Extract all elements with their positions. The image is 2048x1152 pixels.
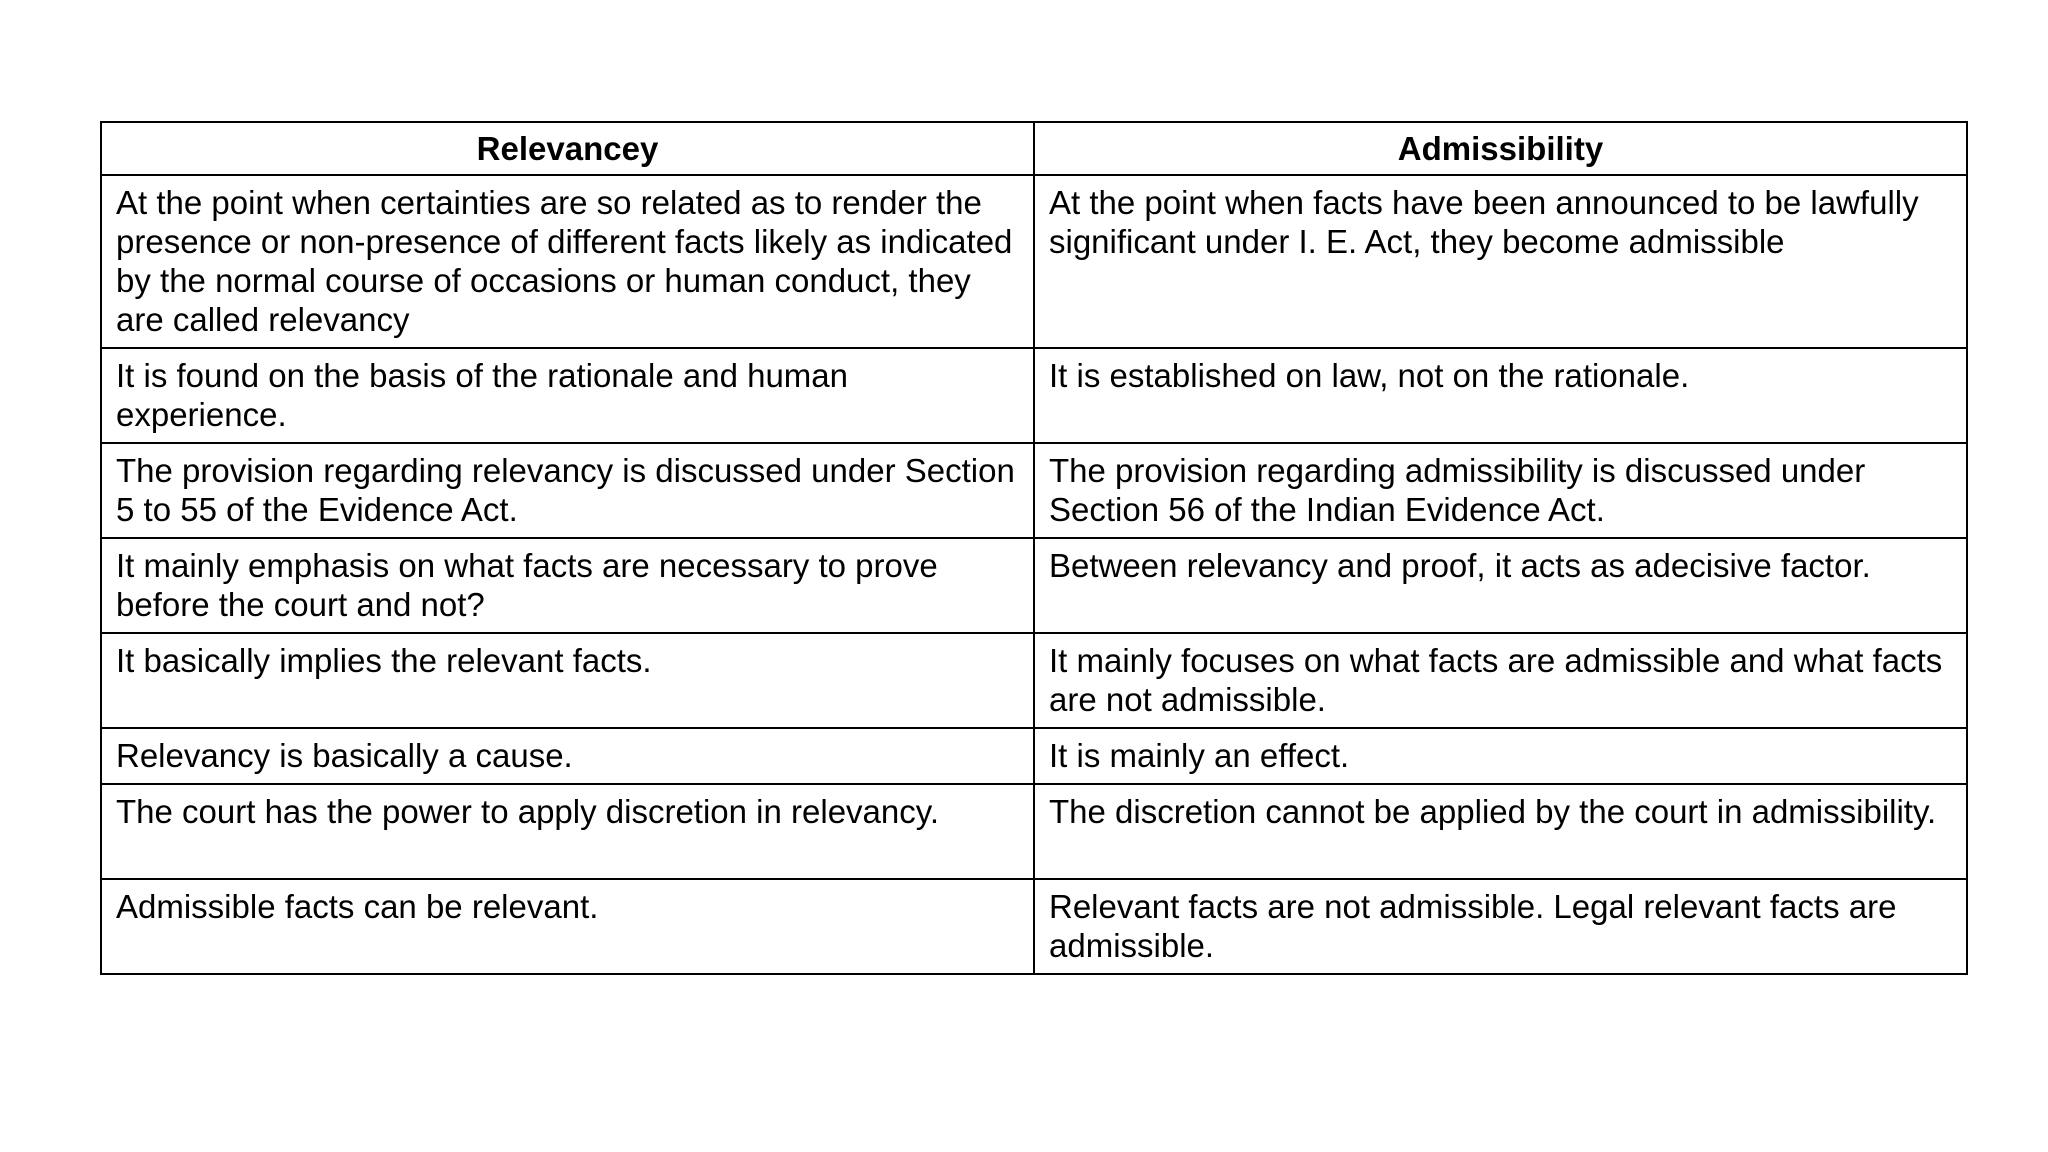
- admissibility-cell: At the point when facts have been announced to be lawfully significant under I. E. Act, they become admissible: [1034, 175, 1967, 348]
- relevancy-cell: The court has the power to apply discretion in relevancy.: [101, 784, 1034, 879]
- relevancy-cell: It mainly emphasis on what facts are necessary to prove before the court and not?: [101, 538, 1034, 633]
- comparison-table-container: [100, 121, 1966, 975]
- admissibility-cell: Relevant facts are not admissible. Legal relevant facts are admissible.: [1034, 879, 1967, 974]
- table-row: [101, 538, 1967, 633]
- admissibility-cell: It mainly focuses on what facts are admissible and what facts are not admissible.: [1034, 633, 1967, 728]
- table-row: [101, 633, 1967, 728]
- admissibility-cell: Between relevancy and proof, it acts as adecisive factor.: [1034, 538, 1967, 633]
- admissibility-cell: The provision regarding admissibility is discussed under Section 56 of the Indian Evidence Act.: [1034, 443, 1967, 538]
- comparison-table: [100, 121, 1968, 975]
- admissibility-cell: It is mainly an effect.: [1034, 728, 1967, 784]
- admissibility-cell: The discretion cannot be applied by the court in admissibility.: [1034, 784, 1967, 879]
- table-header-row: [101, 122, 1967, 175]
- table-row: [101, 175, 1967, 348]
- table-row: [101, 443, 1967, 538]
- table-row: [101, 784, 1967, 879]
- relevancy-cell: It is found on the basis of the rationale and human experience.: [101, 348, 1034, 443]
- relevancy-cell: Relevancy is basically a cause.: [101, 728, 1034, 784]
- column-header-relevancy: Relevancey: [101, 122, 1034, 175]
- relevancy-cell: It basically implies the relevant facts.: [101, 633, 1034, 728]
- admissibility-cell: It is established on law, not on the rationale.: [1034, 348, 1967, 443]
- column-header-admissibility: Admissibility: [1034, 122, 1967, 175]
- table-row: [101, 879, 1967, 974]
- table-row: [101, 348, 1967, 443]
- table-row: [101, 728, 1967, 784]
- relevancy-cell: Admissible facts can be relevant.: [101, 879, 1034, 974]
- relevancy-cell: At the point when certainties are so related as to render the presence or non-presence of different facts likely as indicated by the normal course of occasions or human conduct, they are called relevancy: [101, 175, 1034, 348]
- relevancy-cell: The provision regarding relevancy is discussed under Section 5 to 55 of the Evidence Act.: [101, 443, 1034, 538]
